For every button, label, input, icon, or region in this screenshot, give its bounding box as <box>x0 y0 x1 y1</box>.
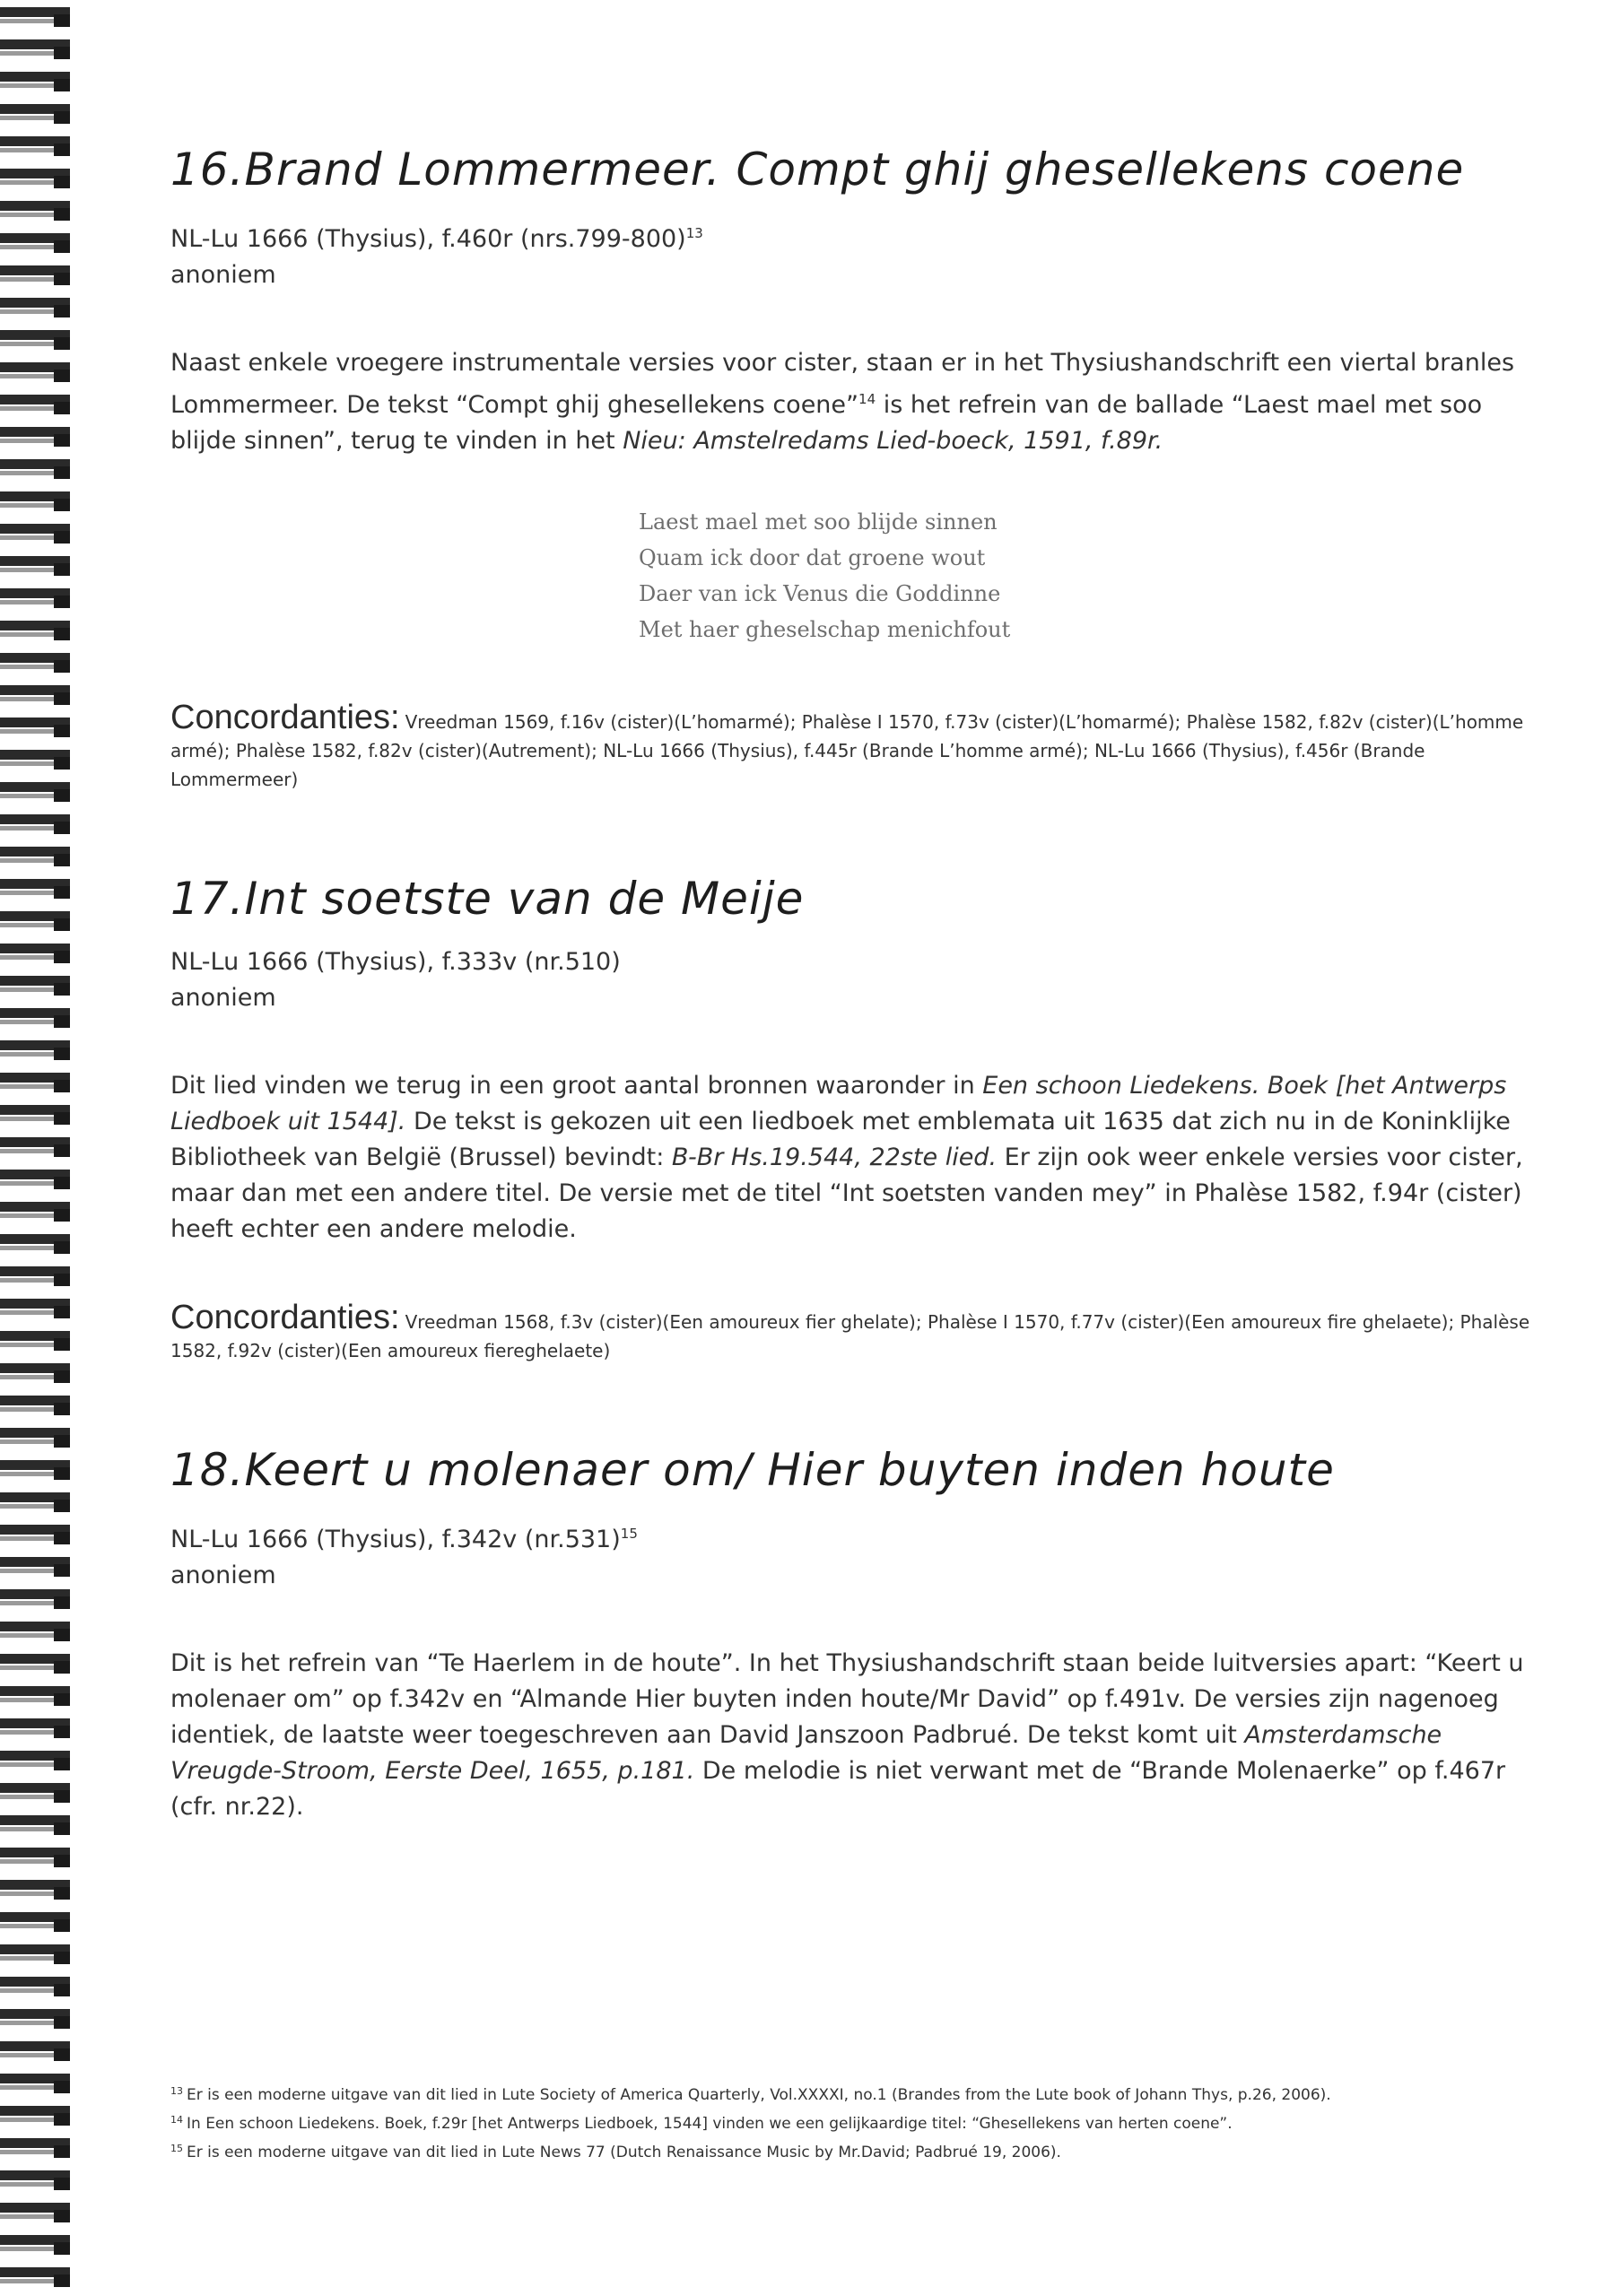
spiral-loop <box>0 1105 70 1125</box>
para-text: is het refrein van de ballade “Laest mael met soo blijde sinnen”, terug te vinden in het <box>170 391 1483 455</box>
spiral-loop <box>0 2267 70 2287</box>
para-italic: Amsterdamsche Vreugde-Stroom, Eerste Deel, 1655, p.181. <box>170 1721 1442 1785</box>
footnote-ref: 15 <box>620 1526 638 1542</box>
concordances-label: Concordanties: <box>170 699 400 736</box>
spiral-loop <box>0 1718 70 1738</box>
section-title: 17.Int soetste van de Meije <box>170 873 805 925</box>
spiral-loop <box>0 169 70 188</box>
para-italic: Nieu: Amstelredams Lied-boeck, 1591, f.89r. <box>623 427 1163 455</box>
section-17 <box>170 873 1534 1365</box>
spiral-loop <box>0 1589 70 1609</box>
spiral-loop <box>0 330 70 350</box>
spiral-loop <box>0 459 70 479</box>
spiral-loop <box>0 750 70 770</box>
spiral-loop <box>0 2235 70 2255</box>
spiral-loop <box>0 1751 70 1770</box>
spiral-loop <box>0 1428 70 1448</box>
poem-line: Quam ick door dat groene wout <box>639 545 986 570</box>
spiral-binding <box>0 0 90 2296</box>
spiral-loop <box>0 136 70 156</box>
spiral-loop <box>0 1234 70 1254</box>
spiral-loop <box>0 1202 70 1222</box>
footnote-text: Er is een moderne uitgave van dit lied in Lute News 77 (Dutch Renaissance Music by Mr.David; Padbrué 19, 2006). <box>187 2144 1061 2161</box>
spiral-loop <box>0 1396 70 1415</box>
spiral-loop <box>0 1944 70 1964</box>
spiral-loop <box>0 1686 70 1706</box>
footnote <box>170 2108 1534 2136</box>
concordances-text: Vreedman 1569, f.16v (cister)(L’homarmé); Phalèse I 1570, f.73v (cister)(L’homarmé); Phalèse 1582, f.82v (cister)(L’homme armé); Phalèse 1582, f.82v (cister)(Autrement); NL-Lu 1666 (Thysius), f.445r (Brande L’homme armé); NL-Lu 1666 (Thysius), f.456r (Brande Lommermeer) <box>170 711 1524 790</box>
spiral-loop <box>0 233 70 253</box>
para-text: De tekst is gekozen uit een liedboek met emblemata uit 1635 dat zich nu in de Koninklijke Bibliotheek van België (Brussel) bevindt: <box>170 1108 1511 1171</box>
spiral-loop <box>0 653 70 673</box>
footnote-number: 13 <box>170 2085 183 2097</box>
author: anoniem <box>170 1561 276 1589</box>
spiral-loop <box>0 201 70 221</box>
footnote <box>170 2136 1534 2165</box>
footnote-ref: 13 <box>685 225 703 241</box>
spiral-loop <box>0 976 70 996</box>
spiral-loop <box>0 2041 70 2061</box>
spiral-loop <box>0 621 70 640</box>
spiral-loop <box>0 1912 70 1932</box>
spiral-loop <box>0 1008 70 1028</box>
spiral-loop <box>0 1266 70 1286</box>
spiral-loop <box>0 7 70 27</box>
concordances <box>170 1299 1534 1365</box>
footnote <box>170 2079 1534 2108</box>
author: anoniem <box>170 984 276 1012</box>
source-line: NL-Lu 1666 (Thysius), f.333v (nr.510) <box>170 948 621 976</box>
para-text: Er zijn ook weer enkele versies voor cister, maar dan met een andere titel. De versie met de titel “Int soetsten vanden mey” in Phalèse 1582, f.94r (cister) heeft echter een andere melodie. <box>170 1144 1523 1243</box>
para-text: Dit is het refrein van “Te Haerlem in de houte”. In het Thysiushandschrift staan beide luitversies apart: “Keert u molenaer om” op f.342v en “Almande Hier buyten inden houte/Mr David” op f.491v. De versies zijn nagenoeg identiek, de laatste weer toegeschreven aan David Janszoon Padbrué. De tekst komt uit <box>170 1649 1524 1749</box>
spiral-loop <box>0 395 70 414</box>
body-paragraph <box>170 1646 1534 1825</box>
spiral-loop <box>0 1622 70 1641</box>
spiral-loop <box>0 265 70 285</box>
source-line <box>170 1516 1534 1558</box>
spiral-loop <box>0 491 70 511</box>
spiral-loop <box>0 1783 70 1803</box>
spiral-loop <box>0 1040 70 1060</box>
concordances-text: Vreedman 1568, f.3v (cister)(Een amoureux fier ghelate); Phalèse I 1570, f.77v (cister)(Een amoureux fire ghelaete); Phalèse 1582, f.92v (cister)(Een amoureux fiereghelaete) <box>170 1311 1530 1361</box>
para-text: De melodie is niet verwant met de “Brande Molenaerke” op f.467r (cfr. nr.22). <box>170 1757 1506 1821</box>
footnote-text: Er is een moderne uitgave van dit lied in Lute Society of America Quarterly, Vol.XXXXI, no.1 (Brandes from the Lute book of Johann Thys, p.26, 2006). <box>187 2086 1331 2104</box>
spiral-loop <box>0 588 70 608</box>
para-text: Dit lied vinden we terug in een groot aantal bronnen waaronder in <box>170 1072 983 1100</box>
spiral-loop <box>0 104 70 124</box>
footnote-ref: 14 <box>858 391 876 407</box>
poem-line: Daer van ick Venus die Goddinne <box>639 581 1001 606</box>
spiral-loop <box>0 814 70 834</box>
spiral-loop <box>0 2074 70 2093</box>
spiral-loop <box>0 362 70 382</box>
spiral-loop <box>0 1331 70 1351</box>
body-paragraph <box>170 1068 1534 1248</box>
spiral-loop <box>0 1137 70 1157</box>
spiral-loop <box>0 1492 70 1512</box>
spiral-loop <box>0 911 70 931</box>
spiral-loop <box>0 1815 70 1835</box>
spiral-loop <box>0 879 70 899</box>
footnote-text: In Een schoon Liedekens. Boek, f.29r [het Antwerps Liedboek, 1544] vinden we een gelijkaardige titel: “Ghesellekens van herten coene”. <box>187 2115 1233 2133</box>
concordances <box>170 699 1534 794</box>
para-text: Naast enkele vroegere instrumentale versies voor cister, staan er in het Thysiushandschrift een viertal branles Lommermeer. De tekst “Compt ghij ghesellekens coene” <box>170 349 1515 419</box>
spiral-loop <box>0 1880 70 1900</box>
para-italic: Een schoon Liedekens. Boek [het Antwerps Liedboek uit 1544]. <box>170 1072 1507 1135</box>
section-title: 16.Brand Lommermeer. Compt ghij ghesellekens coene <box>170 144 1465 196</box>
spiral-loop <box>0 1073 70 1092</box>
spiral-loop <box>0 718 70 737</box>
source-text: NL-Lu 1666 (Thysius), f.460r (nrs.799-800) <box>170 225 686 253</box>
spiral-loop <box>0 1654 70 1674</box>
concordances-label: Concordanties: <box>170 1299 400 1336</box>
spiral-loop <box>0 944 70 963</box>
spiral-loop <box>0 1170 70 1189</box>
body-paragraph <box>170 345 1534 459</box>
spiral-loop <box>0 1557 70 1577</box>
author: anoniem <box>170 261 276 289</box>
spiral-loop <box>0 1363 70 1383</box>
spiral-loop <box>0 556 70 576</box>
footnote-number: 15 <box>170 2143 183 2154</box>
spiral-loop <box>0 427 70 447</box>
section-18 <box>170 1444 1534 1825</box>
section-16 <box>170 144 1534 794</box>
footnotes <box>170 2079 1534 2165</box>
poem-quote <box>639 504 1534 648</box>
spiral-loop <box>0 298 70 317</box>
spiral-loop <box>0 2203 70 2222</box>
spiral-loop <box>0 524 70 544</box>
spiral-loop <box>0 1460 70 1480</box>
poem-line: Laest mael met soo blijde sinnen <box>639 509 998 535</box>
spiral-loop <box>0 2009 70 2029</box>
spiral-loop <box>0 847 70 866</box>
spiral-loop <box>0 685 70 705</box>
spiral-loop <box>0 2170 70 2190</box>
spiral-loop <box>0 72 70 91</box>
spiral-loop <box>0 1848 70 1867</box>
spiral-loop <box>0 1299 70 1318</box>
para-italic: B-Br Hs.19.544, 22ste lied. <box>671 1144 998 1171</box>
spiral-loop <box>0 39 70 59</box>
poem-line: Met haer gheselschap menichfout <box>639 617 1011 642</box>
footnote-number: 14 <box>170 2114 183 2126</box>
section-title: 18.Keert u molenaer om/ Hier buyten inden houte <box>170 1444 1335 1496</box>
spiral-loop <box>0 2106 70 2126</box>
spiral-loop <box>0 1525 70 1544</box>
spiral-loop <box>0 2138 70 2158</box>
spiral-loop <box>0 1977 70 1996</box>
spiral-loop <box>0 782 70 802</box>
page-content <box>170 144 1534 1825</box>
source-line <box>170 215 1534 257</box>
source-text: NL-Lu 1666 (Thysius), f.342v (nr.531) <box>170 1526 621 1553</box>
